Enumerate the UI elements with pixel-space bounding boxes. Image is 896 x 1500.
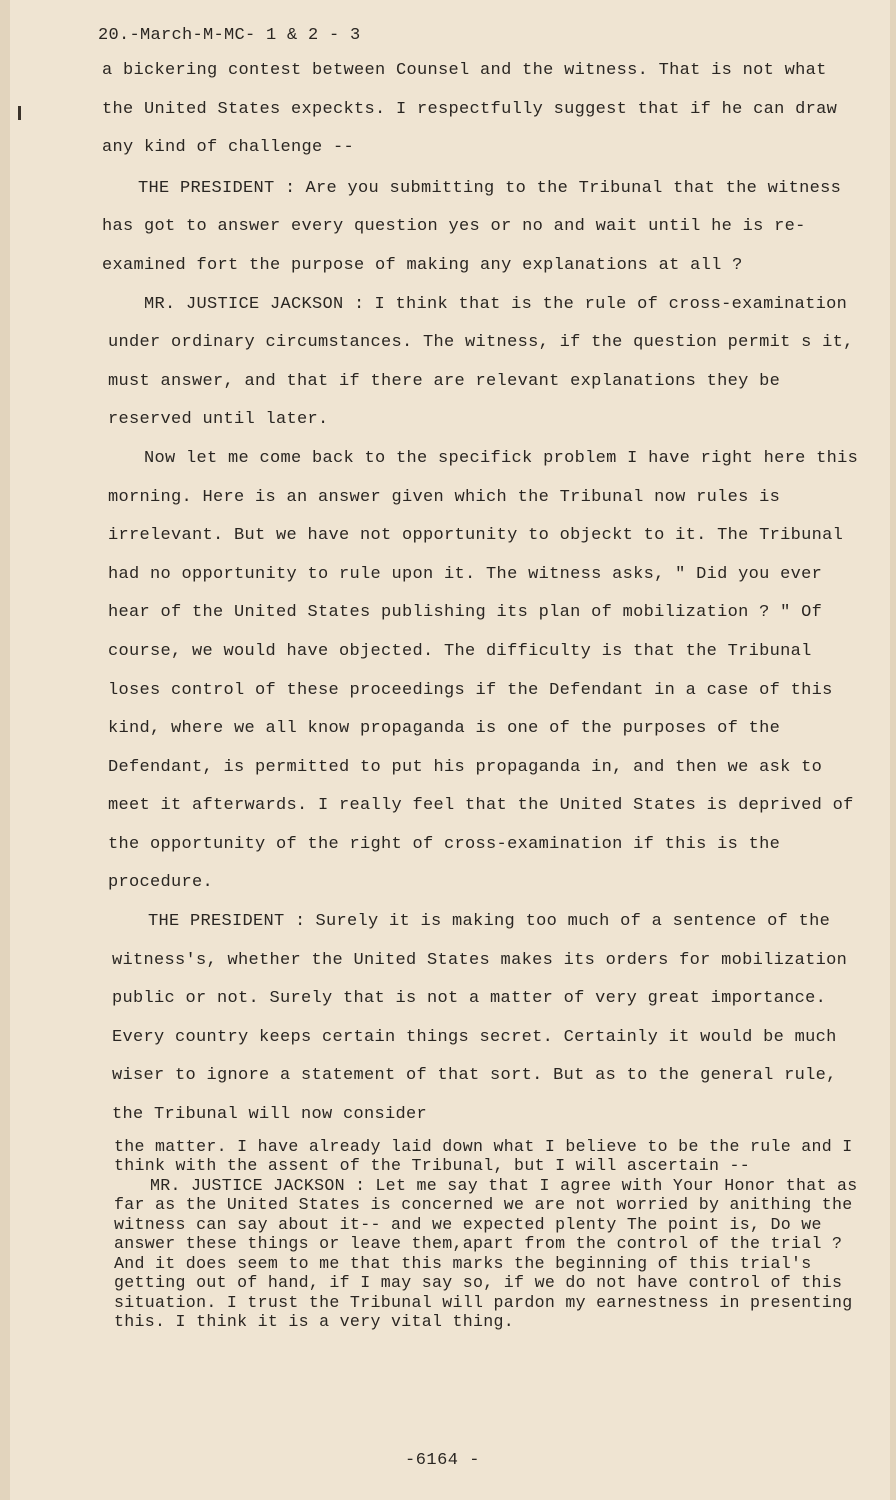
- speaker-label: THE PRESIDENT :: [148, 912, 306, 932]
- speaker-label: MR. JUSTICE JACKSON :: [144, 294, 365, 314]
- paragraph-1: [102, 52, 860, 168]
- paragraph-1-text: a bickering contest between Counsel and the witness. That is not what the United States expeckts. I respectfully suggest that if he can draw any kind of challenge --: [102, 61, 838, 158]
- transcript-body: [90, 22, 860, 1332]
- paragraph-4-text: Now let me come back to the specifick problem I have right here this morning. Here is an answer given which the Tribunal now rules is irrelevant. But we have not opportunity to objeckt to it. The Tribunal had no opportunity to rule upon it. The witness asks, " Did you ever hear of the United States publishing its plan of mobilization ? " Of course, we would have objected. The difficulty is that the Tribunal loses control of these proceedings if the Defendant in a case of this kind, where we all know propaganda is one of the purposes of the Defendant, is permitted to put his propaganda in, and then we ask to meet it afterwards. I really feel that the United States is deprived of the opportunity of the right of cross-examination if this is the procedure.: [108, 448, 859, 893]
- speaker-label: THE PRESIDENT :: [138, 178, 296, 198]
- paragraph-5: [112, 903, 860, 1135]
- paragraph-6: [114, 1137, 860, 1176]
- paragraph-3: [108, 286, 860, 440]
- paragraph-5-text: Surely it is making too much of a sentence of the witness's, whether the United States makes its orders for mobilization public or not. Surely that is not a matter of very great importance. Every country keeps certain things secret. Certainly it would be much wiser to ignore a statement of that sort. But as to the general rule, the Tribunal will now consider: [112, 912, 848, 1125]
- margin-mark: [18, 106, 21, 120]
- paragraph-4: [108, 440, 860, 903]
- page-number: -6164 -: [405, 1451, 480, 1470]
- paragraph-2-text: Are you submitting to the Tribunal that the witness has got to answer every question yes or no and wait until he is re-examined fort the purpose of making any explanations at all ?: [102, 178, 842, 275]
- paragraph-6-text: the matter. I have already laid down what I believe to be the rule and I think with the assent of the Tribunal, but I will ascertain --: [114, 1136, 853, 1176]
- paragraph-7: [114, 1176, 860, 1332]
- paragraph-2: [102, 170, 860, 286]
- page-reference: 20.-March-M-MC- 1 & 2 - 3: [98, 26, 361, 45]
- paragraph-3-text: I think that is the rule of cross-examination under ordinary circumstances. The witness, if the question permit s it, must answer, and that if there are relevant explanations they be reserved until later.: [108, 294, 854, 430]
- speaker-label: MR. JUSTICE JACKSON :: [150, 1175, 366, 1195]
- paragraph-7-text: Let me say that I agree with Your Honor that as far as the United States is concerned we are not worried by anithing the witness can say about it-- and we expected plenty The point is, Do we answer these things or leave them,apart from the control of the trial ? And it does seem to me that this marks the beginning of this trial's getting out of hand, if I may say so, if we do not have control of this situation. I trust the Tribunal will pardon my earnestness in presenting this. I think it is a very vital thing.: [114, 1175, 858, 1332]
